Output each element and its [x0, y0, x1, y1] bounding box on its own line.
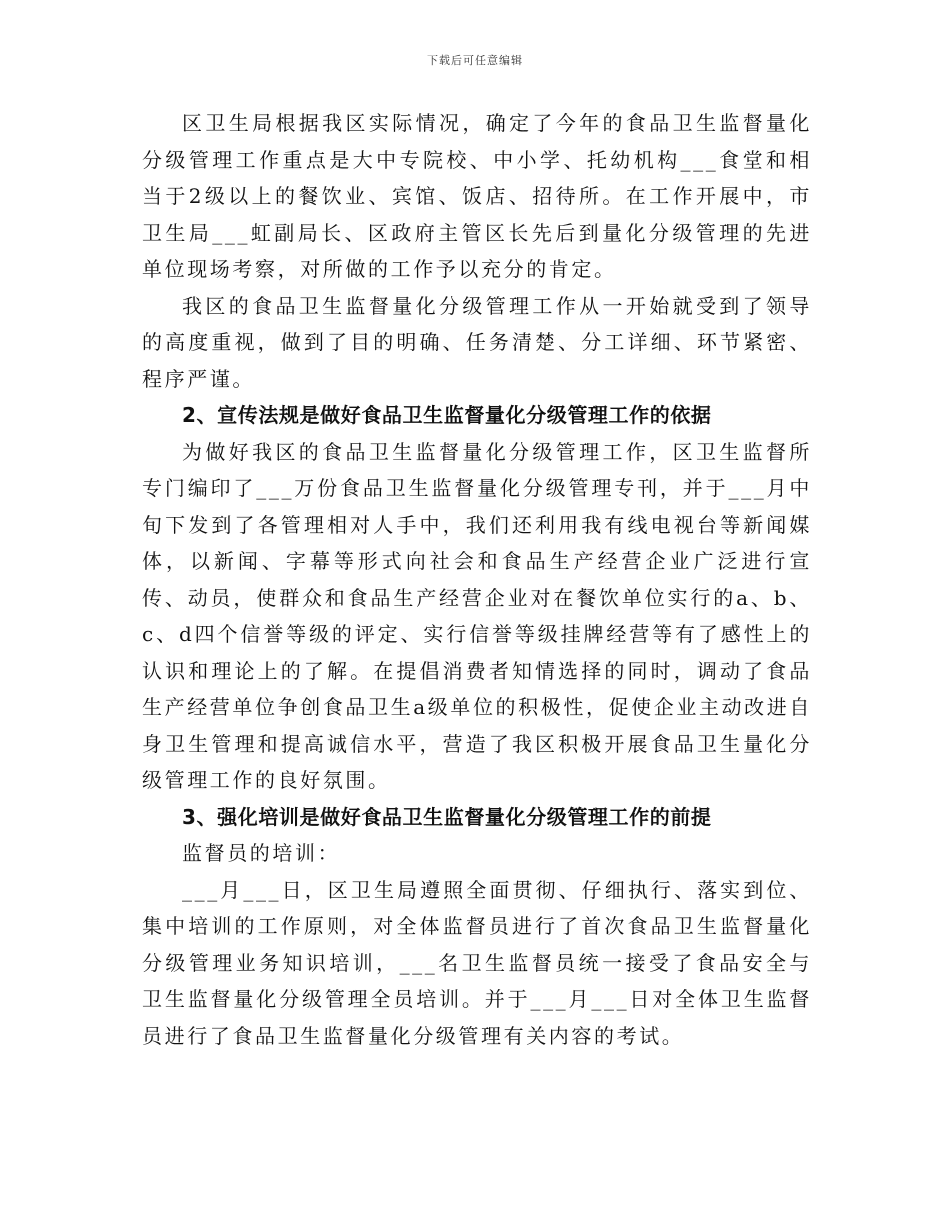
section-heading-2: 2、宣传法规是做好食品卫生监督量化分级管理工作的依据: [182, 403, 712, 427]
paragraph-leadership: 我区的食品卫生监督量化分级管理工作从一开始就受到了领导的高度重视，做到了目的明确、任务清楚、分工详细、环节紧密、程序严谨。: [142, 293, 812, 391]
paragraph-publicity: 为做好我区的食品卫生监督量化分级管理工作，区卫生监督所专门编印了___万份食品卫生监督量化分级管理专刊，并于___月中旬下发到了各管理相对人手中，我们还利用我有线电视台等新闻媒体，以新闻、字幕等形式向社会和食品生产经营企业广泛进行宣传、动员，使群众和食品生产经营企业对在餐饮单位实行的a、b、c、d四个信誉等级的评定、实行信誉等级挂牌经营等有了感性上的认识和理论上的了解。在提倡消费者知情选择的同时，调动了食品生产经营单位争创食品卫生a级单位的积极性，促使企业主动改进自身卫生管理和提高诚信水平，营造了我区积极开展食品卫生量化分级管理工作的良好氛围。: [142, 439, 812, 792]
paragraph-training: ___月___日，区卫生局遵照全面贯彻、仔细执行、落实到位、集中培训的工作原则，对全体监督员进行了首次食品卫生监督量化分级管理业务知识培训，___名卫生监督员统一接受了食品安全与卫生监督量化分级管理全员培训。并于___月___日对全体卫生监督员进行了食品卫生监督量化分级管理有关内容的考试。: [142, 877, 812, 1048]
paragraph-training-label: 监督员的培训：: [182, 841, 341, 865]
paragraph-intro: 区卫生局根据我区实际情况，确定了今年的食品卫生监督量化分级管理工作重点是大中专院校、中小学、托幼机构___食堂和相当于2级以上的餐饮业、宾馆、饭店、招待所。在工作开展中，市卫生局___虹副局长、区政府主管区长先后到量化分级管理的先进单位现场考察，对所做的工作予以充分的肯定。: [142, 111, 812, 281]
document-body: [142, 105, 812, 1054]
section-heading-3: 3、强化培训是做好食品卫生监督量化分级管理工作的前提: [182, 804, 712, 829]
page-header: 下载后可任意编辑: [427, 54, 523, 67]
